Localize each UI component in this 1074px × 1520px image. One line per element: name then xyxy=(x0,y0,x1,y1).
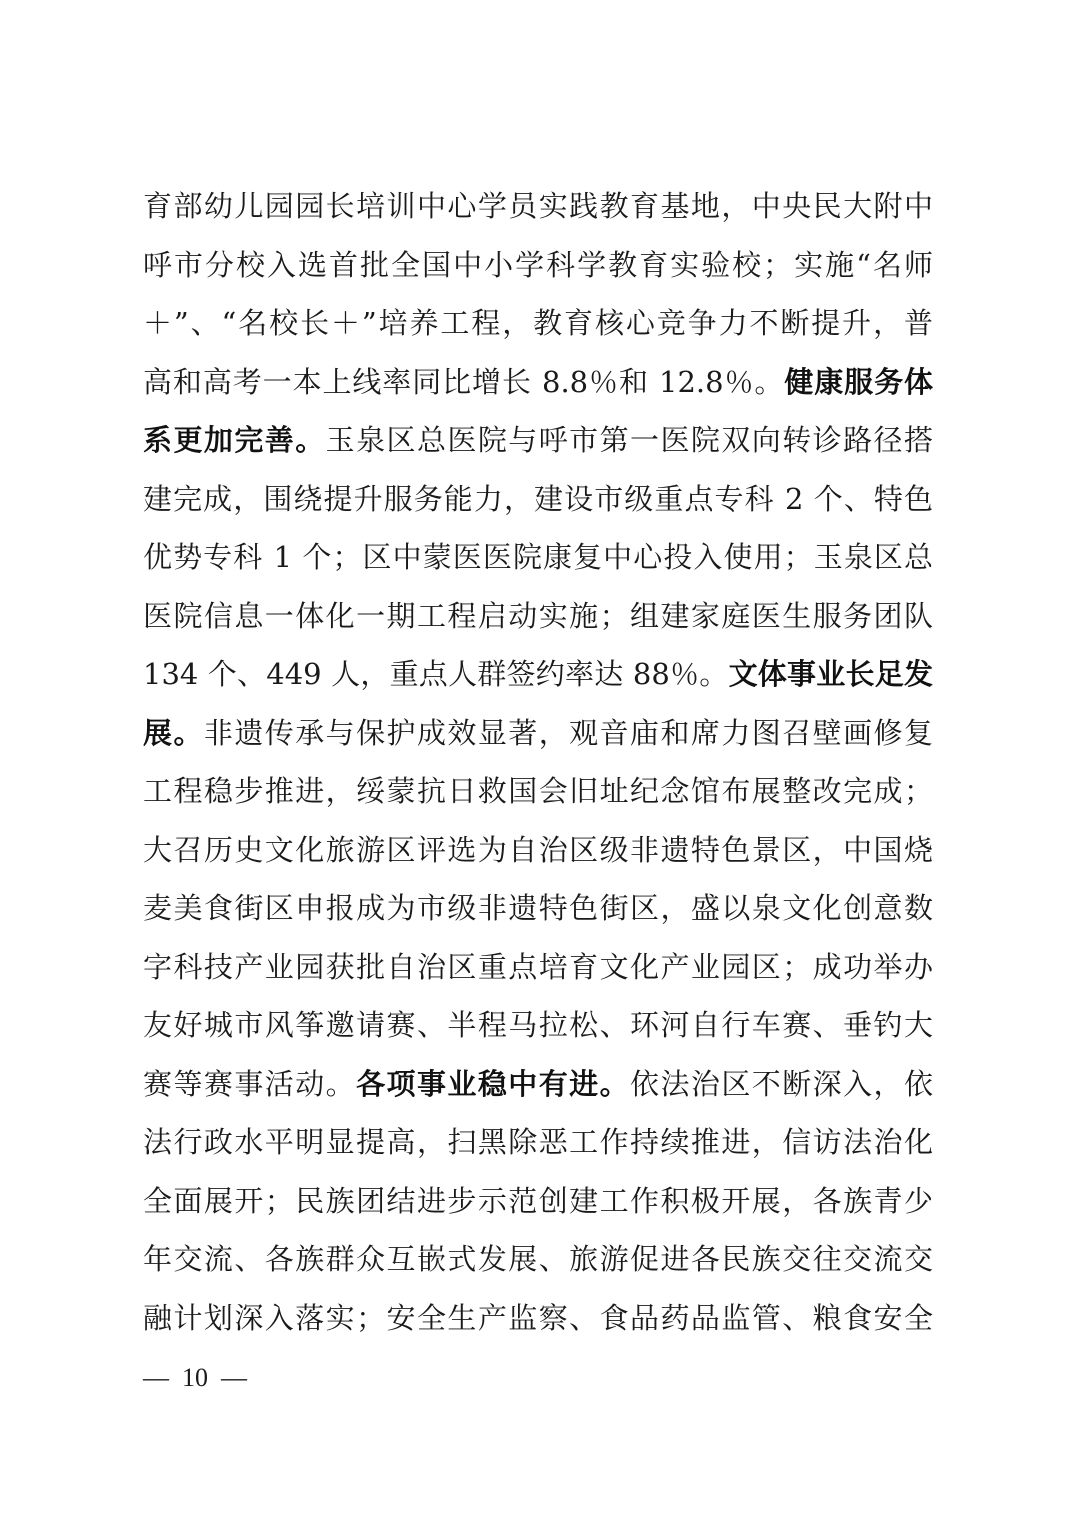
text-line xyxy=(143,1113,933,1172)
text-line xyxy=(143,1230,933,1289)
bold-heading-phrase: 系更加完善。 xyxy=(143,423,326,457)
text-line xyxy=(143,996,933,1055)
text-segment: ＋”、“名校长＋”培养工程，教育核心竞争力不断提升，普 xyxy=(143,306,933,340)
text-segment: 全面展开；民族团结进步示范创建工作积极开展，各族青少 xyxy=(143,1183,933,1218)
text-line xyxy=(143,645,933,704)
text-segment: 134 个、449 人，重点人群签约率达 88％。 xyxy=(143,657,729,691)
text-line xyxy=(143,236,933,295)
body-text xyxy=(143,177,933,1347)
text-segment: 赛等赛事活动。 xyxy=(143,1066,357,1101)
bold-heading-phrase: 健康服务体 xyxy=(784,364,933,399)
text-segment: 工程稳步推进，绥蒙抗日救国会旧址纪念馆布展整改完成； xyxy=(143,774,933,808)
text-line xyxy=(143,294,933,353)
text-line xyxy=(143,353,933,412)
text-segment: 依法治区不断深入，依 xyxy=(630,1066,933,1101)
text-line xyxy=(143,528,933,587)
bold-heading-phrase: 各项事业稳中有进。 xyxy=(356,1066,631,1101)
text-line xyxy=(143,879,933,938)
text-segment: 麦美食街区申报成为市级非遗特色街区，盛以泉文化创意数 xyxy=(143,891,933,925)
bold-heading-phrase: 文体事业长足发 xyxy=(728,657,933,691)
text-segment: 年交流、各族群众互嵌式发展、旅游促进各民族交往交流交 xyxy=(143,1242,933,1276)
page-number: — 10 — xyxy=(143,1363,247,1392)
text-line xyxy=(143,411,933,470)
text-line xyxy=(143,938,933,997)
text-line xyxy=(143,821,933,880)
text-segment: 融计划深入落实；安全生产监察、食品药品监管、粮食安全 xyxy=(143,1300,933,1335)
text-line xyxy=(143,1055,933,1114)
text-segment: 法行政水平明显提高，扫黑除恶工作持续推进，信访法治化 xyxy=(143,1125,933,1159)
text-line xyxy=(143,704,933,763)
text-line xyxy=(143,470,933,529)
text-segment: 优势专科 1 个；区中蒙医医院康复中心投入使用；玉泉区总 xyxy=(143,540,933,574)
text-segment: 建完成，围绕提升服务能力，建设市级重点专科 2 个、特色 xyxy=(143,481,933,516)
text-segment: 友好城市风筝邀请赛、半程马拉松、环河自行车赛、垂钓大 xyxy=(143,1008,933,1042)
text-line xyxy=(143,587,933,646)
text-segment: 字科技产业园获批自治区重点培育文化产业园区；成功举办 xyxy=(143,949,933,984)
text-segment: 育部幼儿园园长培训中心学员实践教育基地，中央民大附中 xyxy=(143,189,933,223)
text-line xyxy=(143,177,933,236)
text-segment: 玉泉区总医院与呼市第一医院双向转诊路径搭 xyxy=(325,423,933,457)
text-line xyxy=(143,1289,933,1348)
text-segment: 大召历史文化旅游区评选为自治区级非遗特色景区，中国烧 xyxy=(143,832,933,867)
text-segment: 高和高考一本上线率同比增长 8.8％和 12.8％。 xyxy=(143,364,785,399)
bold-heading-phrase: 展。 xyxy=(143,715,204,750)
text-line xyxy=(143,762,933,821)
text-segment: 呼市分校入选首批全国中小学科学教育实验校；实施“名师 xyxy=(143,247,933,282)
text-line xyxy=(143,1172,933,1231)
text-segment: 医院信息一体化一期工程启动实施；组建家庭医生服务团队 xyxy=(143,598,933,633)
text-segment: 非遗传承与保护成效显著，观音庙和席力图召壁画修复 xyxy=(203,715,933,750)
